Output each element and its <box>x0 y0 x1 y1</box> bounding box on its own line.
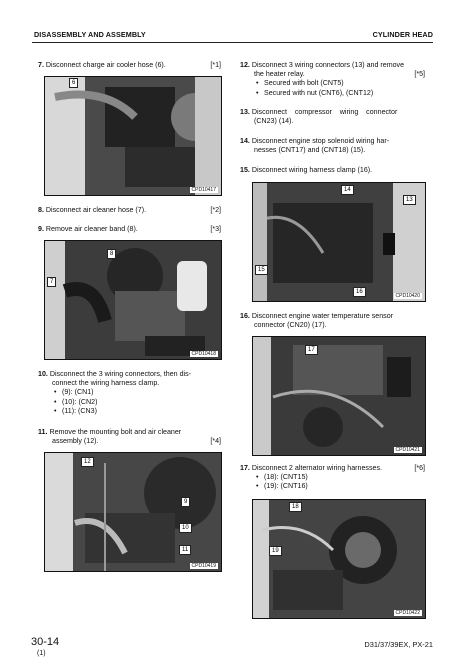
step-text: Disconnect 2 alternator wiring harnesses. <box>251 464 382 472</box>
step-ref: [*4] <box>210 437 221 446</box>
step-text-cont: connector (CN20) (17). <box>254 321 327 330</box>
callout-14: 14 <box>341 185 354 195</box>
callout-9: 9 <box>181 497 190 507</box>
step-ref: [*3] <box>210 225 221 233</box>
callout-17: 17 <box>305 345 318 355</box>
bullet-item: • (11): (CN3) <box>38 407 221 416</box>
step-text: Disconnect engine water temperature sensor <box>251 312 394 320</box>
model-label: D31/37/39EX, PX-21 <box>364 640 433 649</box>
header-section-title: DISASSEMBLY AND ASSEMBLY <box>34 30 146 39</box>
callout-6: 6 <box>69 78 78 88</box>
step-text-cont: nesses (CNT17) and (CNT18) (15). <box>254 146 366 155</box>
step-number: 14. <box>240 137 250 145</box>
step-14 <box>240 137 425 155</box>
step-number: 10. <box>38 370 48 378</box>
step-number: 16. <box>240 312 250 320</box>
photo-caption: CPD10418 <box>191 351 216 357</box>
step-10 <box>38 370 221 416</box>
step-7 <box>38 61 221 70</box>
step-ref: [*6] <box>414 464 425 472</box>
step-8 <box>38 206 221 215</box>
photo-alternator <box>252 499 426 619</box>
header-chapter-title: CYLINDER HEAD <box>372 30 433 39</box>
step-number: 7. <box>38 61 44 69</box>
photo-caption: CPD10420 <box>395 293 420 299</box>
step-number: 11. <box>38 428 48 436</box>
callout-7: 7 <box>47 277 56 287</box>
step-text-cont: the heater relay. <box>254 70 305 79</box>
callout-19: 19 <box>269 546 282 556</box>
revision-number: (1) <box>37 650 46 657</box>
bullet-item: • Secured with bolt (CNT5) <box>240 79 425 88</box>
step-text: Disconnect engine stop solenoid wiring har- <box>251 137 390 145</box>
page-number: 30-14 <box>31 636 60 648</box>
step-number: 17. <box>240 464 250 472</box>
callout-11: 11 <box>179 545 191 555</box>
step-number: 12. <box>240 61 250 69</box>
callout-8: 8 <box>107 249 116 259</box>
step-number: 8. <box>38 206 44 214</box>
step-text: Remove the mounting bolt and air cleaner <box>49 428 182 436</box>
step-number: 13. <box>240 108 250 116</box>
photo-harness-clamp <box>252 182 426 302</box>
step-text: Disconnect wiring harness clamp (16). <box>251 166 373 174</box>
step-text-cont: connect the wiring harness clamp. <box>52 379 160 388</box>
step-text: Disconnect 3 wiring connectors (13) and remove <box>251 61 405 69</box>
bullet-item: • (19): (CNT16) <box>240 482 425 491</box>
photo-caption: CPD10417 <box>191 187 216 193</box>
photo-charge-air-hose <box>44 76 222 196</box>
step-text: Disconnect charge air cooler hose (6). <box>45 61 166 69</box>
step-17 <box>240 464 425 492</box>
photo-caption: CPD10421 <box>395 447 420 453</box>
step-ref: [*5] <box>414 70 425 79</box>
step-11 <box>38 428 221 446</box>
callout-12: 12 <box>81 457 94 467</box>
step-text: Remove air cleaner band (8). <box>45 225 138 233</box>
step-13 <box>240 108 425 126</box>
bullet-item: • (10): (CN2) <box>38 398 221 407</box>
header-rule <box>32 42 433 43</box>
step-text: Disconnect air cleaner hose (7). <box>45 206 147 214</box>
photo-air-cleaner <box>44 240 222 360</box>
photo-caption: CPD10419 <box>191 563 216 569</box>
bullet-item: • Secured with nut (CNT6), (CNT12) <box>240 89 425 98</box>
callout-13: 13 <box>403 195 416 205</box>
step-15 <box>240 166 425 175</box>
step-text-cont: (CN23) (14). <box>254 117 294 126</box>
step-text-cont: assembly (12). <box>52 437 99 446</box>
photo-air-cleaner-assembly <box>44 452 222 572</box>
photo-water-temp-sensor <box>252 336 426 456</box>
step-9 <box>38 225 221 234</box>
step-text: Disconnect compressor wiring connector <box>251 108 398 116</box>
callout-15: 15 <box>255 265 268 275</box>
step-ref: [*1] <box>210 61 221 69</box>
step-text: Disconnect the 3 wiring connectors, then dis- <box>49 370 192 378</box>
callout-16: 16 <box>353 287 366 297</box>
step-ref: [*2] <box>210 206 221 214</box>
callout-18: 18 <box>289 502 302 512</box>
page-header <box>34 30 433 42</box>
photo-caption: CPD10422 <box>395 610 420 616</box>
step-12 <box>240 61 425 98</box>
bullet-item: • (18): (CNT15) <box>240 473 425 482</box>
callout-10: 10 <box>179 523 192 533</box>
step-number: 9. <box>38 225 44 233</box>
step-16 <box>240 312 425 330</box>
bullet-item: • (9): (CN1) <box>38 388 221 397</box>
step-number: 15. <box>240 166 250 174</box>
